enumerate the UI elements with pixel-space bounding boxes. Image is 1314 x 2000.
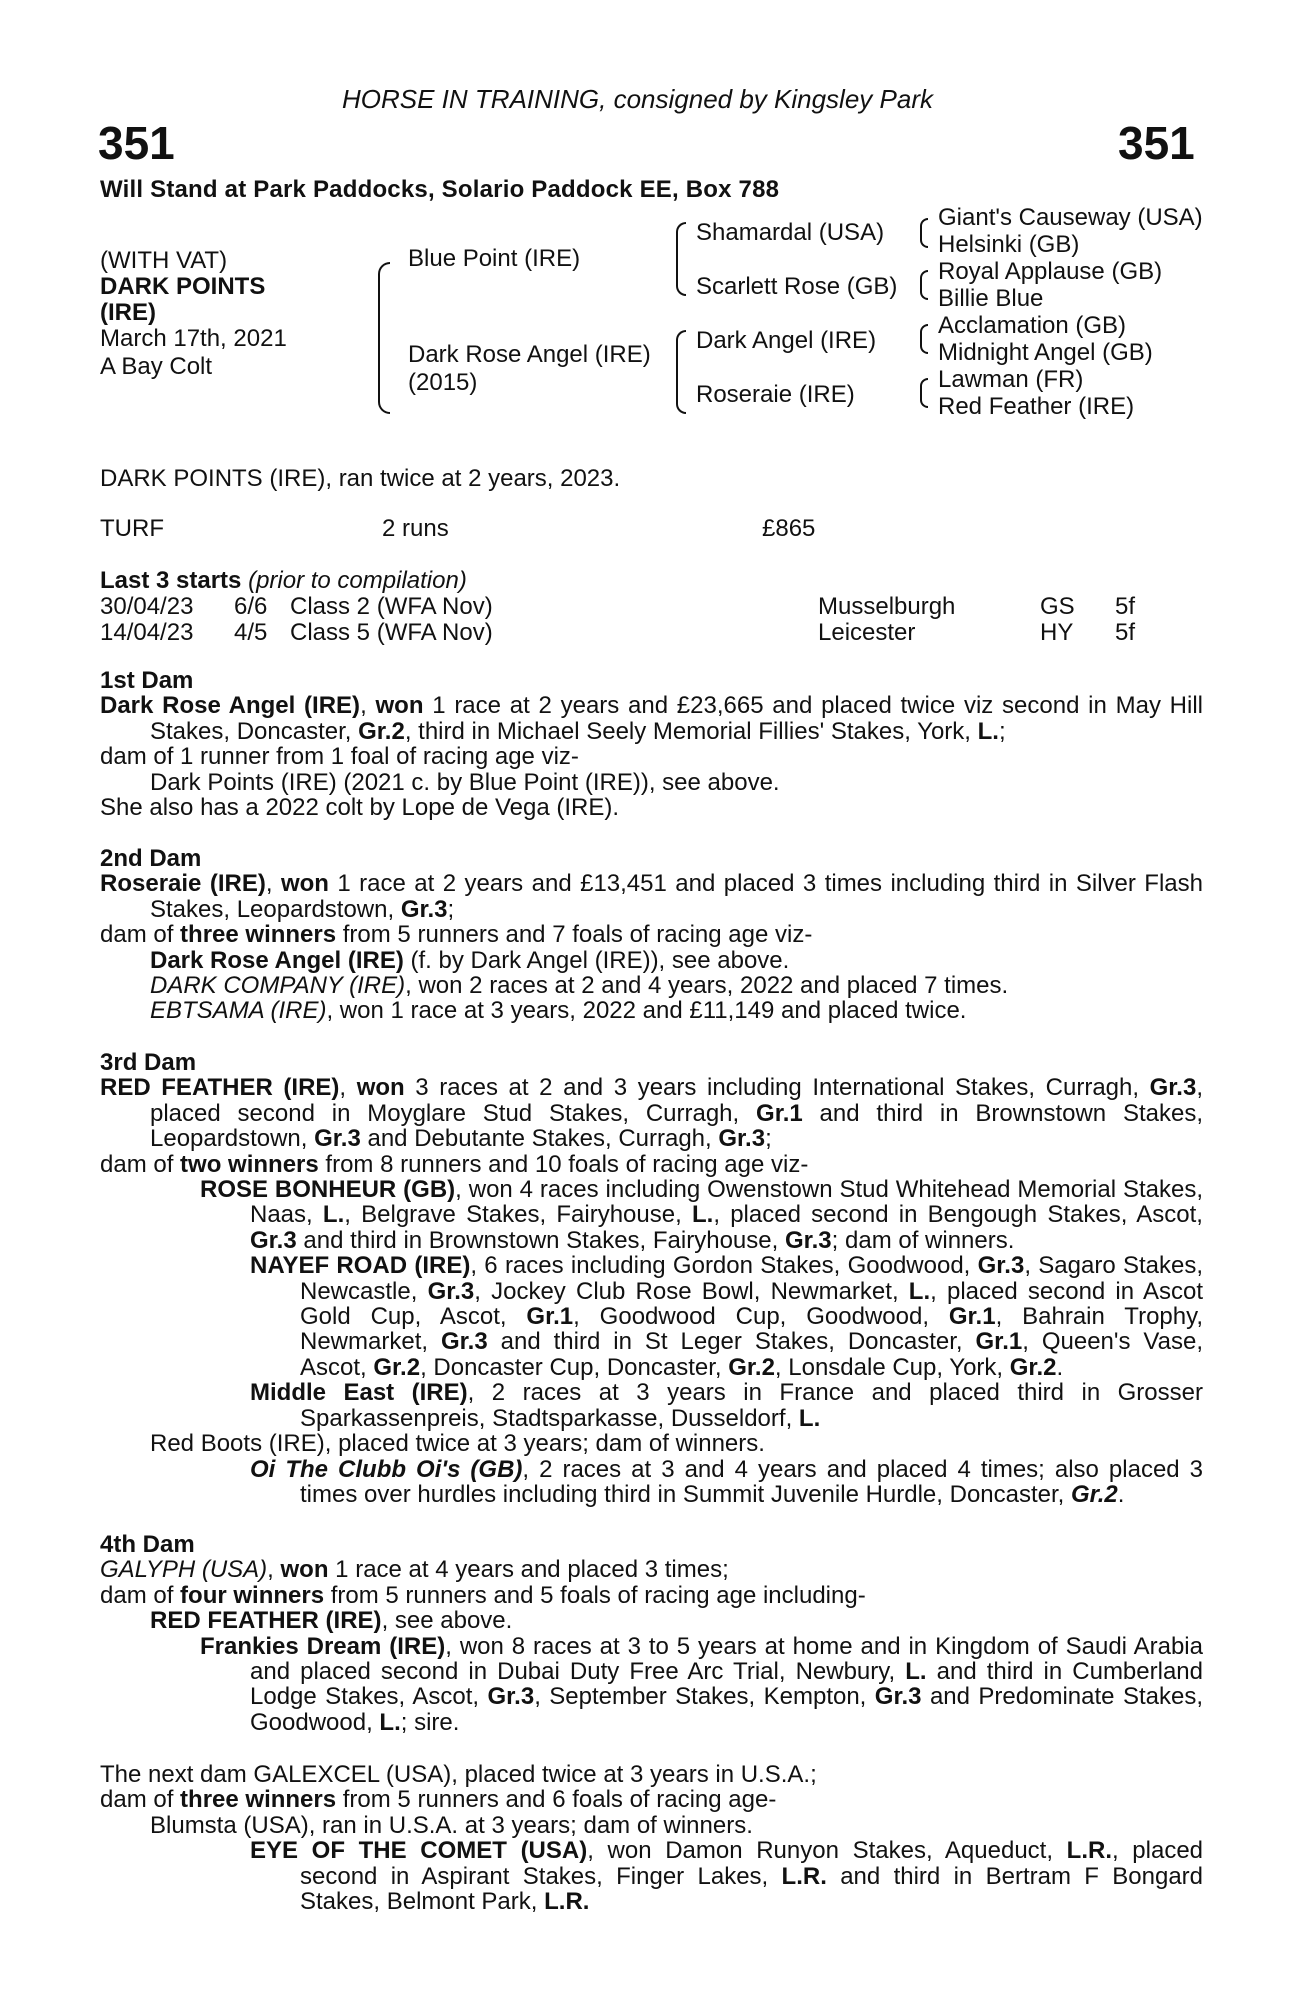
lot-number-left: 351 xyxy=(98,117,175,169)
dam-record: Dark Rose Angel (IRE), won 1 race at 2 years and £23,665 and placed twice viz second in May Hill Stakes, Doncaster, Gr.2, third in Michael Seely Memorial Fillies' Stakes, York, L.; xyxy=(100,692,1204,745)
turf-label: TURF xyxy=(100,515,164,542)
dam-record: Roseraie (IRE), won 1 race at 2 years and £13,451 and placed 3 times including third in Silver Flash Stakes, Leopardstown, Gr.3; xyxy=(100,870,1203,923)
catalogue-subtitle: HORSE IN TRAINING, consigned by Kingsley Park xyxy=(342,84,933,114)
last-starts-heading: Last 3 starts (prior to compilation) xyxy=(100,567,467,594)
pedigree-dds: Lawman (FR) xyxy=(938,366,1084,393)
pedigree-dsd: Midnight Angel (GB) xyxy=(938,339,1153,366)
pedigree-sdd: Billie Blue xyxy=(938,285,1044,312)
next-dam-section xyxy=(100,1762,1203,1914)
pedigree-dam-sire: Dark Angel (IRE) xyxy=(696,327,877,354)
progeny-entry: Dark Rose Angel (IRE) (f. by Dark Angel (IRE)), see above. xyxy=(150,946,790,974)
start-row-pos: 4/5 xyxy=(234,619,268,646)
section-heading: 3rd Dam xyxy=(100,1049,197,1076)
stand-location: Will Stand at Park Paddocks, Solario Paddock EE, Box 788 xyxy=(100,176,780,203)
progeny-entry: Dark Points (IRE) (2021 c. by Blue Point (IRE)), see above. xyxy=(150,768,780,796)
horse-name-suffix: (IRE) xyxy=(100,299,156,326)
progeny-entry: Oi The Clubb Oi's (GB), 2 races at 3 and 4 years and placed 4 times; also placed 3 times over hurdles including third in Summit Juvenile Hurdle, Doncaster, Gr.2. xyxy=(250,1455,1203,1508)
progeny-entry: DARK COMPANY (IRE), won 2 races at 2 and 4 years, 2022 and placed 7 times. xyxy=(150,972,1009,1000)
pedigree-dam-dam: Roseraie (IRE) xyxy=(696,381,855,408)
pedigree-sire: Blue Point (IRE) xyxy=(408,245,581,272)
pedigree-brace-1 xyxy=(378,262,390,414)
horse-dob: March 17th, 2021 xyxy=(100,325,287,352)
pedigree-brace-ss xyxy=(920,218,928,248)
pedigree-brace-sire xyxy=(676,222,686,296)
pedigree-sire-sire: Shamardal (USA) xyxy=(696,219,885,246)
start-row-race: Class 5 (WFA Nov) xyxy=(290,619,493,646)
first-dam-section xyxy=(100,668,1203,820)
start-row-dist: 5f xyxy=(1115,593,1136,620)
progeny-entry: Blumsta (USA), ran in U.S.A. at 3 years; dam of winners. xyxy=(150,1811,753,1839)
start-row-course: Musselburgh xyxy=(818,593,956,620)
pedigree-dam: Dark Rose Angel (IRE) xyxy=(408,341,651,368)
start-row-date: 14/04/23 xyxy=(100,619,194,646)
horse-name: DARK POINTS xyxy=(100,273,266,300)
progeny-entry: RED FEATHER (IRE), see above. xyxy=(150,1607,513,1635)
dam-produce: dam of three winners from 5 runners and 7 foals of racing age viz- xyxy=(100,921,813,949)
section-heading: 1st Dam xyxy=(100,667,194,694)
start-row-race: Class 2 (WFA Nov) xyxy=(290,593,493,620)
progeny-entry: Middle East (IRE), 2 races at 3 years in France and placed third in Grosser Sparkassenpreis, Stadtsparkasse, Dusseldorf, L. xyxy=(250,1379,1203,1432)
progeny-entry: NAYEF ROAD (IRE), 6 races including Gordon Stakes, Goodwood, Gr.3, Sagaro Stakes, Newcastle, Gr.3, Jockey Club Rose Bowl, Newmarket, L., placed second in Ascot Gold Cup, Ascot, Gr.1, Goodwood Cup, Goodwood, Gr.1, Bahrain Trophy, Newmarket, Gr.3 and third in St Leger Stakes, Doncaster, Gr.1, Queen's Vase, Ascot, Gr.2, Doncaster Cup, Doncaster, Gr.2, Lonsdale Cup, York, Gr.2. xyxy=(250,1252,1204,1381)
horse-description: A Bay Colt xyxy=(100,353,213,380)
dam-produce: dam of 1 runner from 1 foal of racing age viz- xyxy=(100,743,579,771)
fourth-dam-section xyxy=(100,1532,1203,1735)
progeny-entry: EYE OF THE COMET (USA), won Damon Runyon Stakes, Aqueduct, L.R., placed second in Aspirant Stakes, Finger Lakes, L.R. and third in Bertram F Bongard Stakes, Belmont Park, L.R. xyxy=(250,1837,1204,1916)
start-row-dist: 5f xyxy=(1115,619,1136,646)
progeny-entry: Frankies Dream (IRE), won 8 races at 3 to 5 years at home and in Kingdom of Saudi Arabia and placed second in Dubai Duty Free Arc Trial, Newbury, L. and third in Cumberland Lodge Stakes, Ascot, Gr.3, September Stakes, Kempton, Gr.3 and Predominate Stakes, Goodwood, L.; sire. xyxy=(200,1632,1203,1736)
progeny-entry: ROSE BONHEUR (GB), won 4 races including Owenstown Stud Whitehead Memorial Stakes, Naas, L., Belgrave Stakes, Fairyhouse, L., placed second in Bengough Stakes, Ascot, Gr.3 and third in Brownstown Stakes, Fairyhouse, Gr.3; dam of winners. xyxy=(200,1176,1204,1254)
start-row-going: GS xyxy=(1040,593,1075,620)
section-heading: 4th Dam xyxy=(100,1531,195,1558)
pedigree-brace-sd xyxy=(920,270,928,300)
pedigree-dam-year: (2015) xyxy=(408,369,478,396)
pedigree-brace-dd xyxy=(920,378,928,408)
dam-record: RED FEATHER (IRE), won 3 races at 2 and 3 years including International Stakes, Curragh, Gr.3, placed second in Moyglare Stud Stakes, Curragh, Gr.1 and third in Brownstown Stakes, Leopardstown, Gr.3 and Debutante Stakes, Curragh, Gr.3; xyxy=(100,1074,1204,1153)
dam-produce: dam of four winners from 5 runners and 5 foals of racing age including- xyxy=(100,1581,866,1609)
pedigree-sire-dam: Scarlett Rose (GB) xyxy=(696,273,898,300)
start-row-going: HY xyxy=(1040,619,1074,646)
start-row-course: Leicester xyxy=(818,619,916,646)
dam-produce: dam of two winners from 8 runners and 10 foals of racing age viz- xyxy=(100,1150,809,1178)
progeny-entry: EBTSAMA (IRE), won 1 race at 3 years, 2022 and £11,149 and placed twice. xyxy=(150,997,967,1025)
pedigree-brace-dam xyxy=(676,330,686,414)
turf-runs: 2 runs xyxy=(382,515,449,542)
vat-note: (WITH VAT) xyxy=(100,247,228,274)
section-heading: 2nd Dam xyxy=(100,845,202,872)
turf-prize: £865 xyxy=(762,515,816,542)
pedigree-sds: Royal Applause (GB) xyxy=(938,258,1163,285)
pedigree-ssd: Helsinki (GB) xyxy=(938,231,1080,258)
dam-note: She also has a 2022 colt by Lope de Vega (IRE). xyxy=(100,794,620,822)
second-dam-section xyxy=(100,846,1203,1024)
pedigree-sss: Giant's Causeway (USA) xyxy=(938,204,1203,231)
dam-produce: dam of three winners from 5 runners and 6 foals of racing age- xyxy=(100,1786,777,1814)
start-row-pos: 6/6 xyxy=(234,593,268,620)
dam-record: The next dam GALEXCEL (USA), placed twice at 3 years in U.S.A.; xyxy=(100,1761,817,1788)
pedigree-brace-ds xyxy=(920,324,928,354)
pedigree-dss: Acclamation (GB) xyxy=(938,312,1127,339)
third-dam-section xyxy=(100,1050,1203,1507)
lot-number-right: 351 xyxy=(1118,117,1195,169)
progeny-entry: Red Boots (IRE), placed twice at 3 years; dam of winners. xyxy=(150,1430,765,1458)
dam-record: GALYPH (USA), won 1 race at 4 years and placed 3 times; xyxy=(100,1556,729,1584)
start-row-date: 30/04/23 xyxy=(100,593,194,620)
pedigree-ddd: Red Feather (IRE) xyxy=(938,393,1135,420)
race-summary: DARK POINTS (IRE), ran twice at 2 years, 2023. xyxy=(100,465,621,492)
